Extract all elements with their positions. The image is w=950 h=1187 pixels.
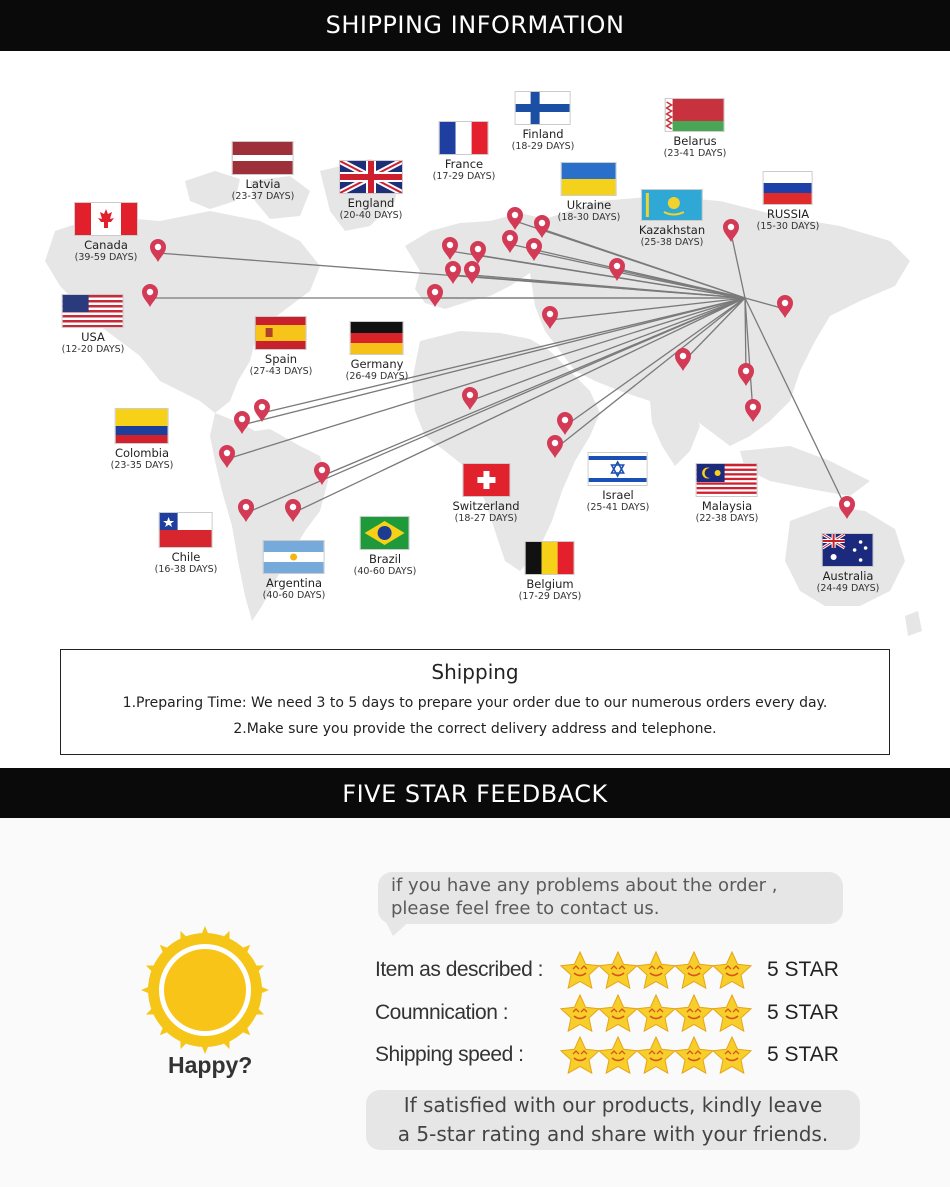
country-finland — [512, 91, 575, 153]
country-name: Brazil — [368, 552, 402, 566]
country-name: Chile — [171, 550, 201, 564]
country-ukraine — [558, 162, 621, 224]
star-icon — [599, 1037, 637, 1073]
star-icon — [675, 995, 713, 1031]
shipping-info-header: SHIPPING INFORMATION — [0, 0, 950, 51]
shipping-notice-title: Shipping — [431, 660, 519, 684]
speech-bubble-tail — [385, 920, 411, 936]
country-name: Switzerland — [452, 499, 520, 513]
country-days: (17-29 DAYS) — [518, 591, 582, 602]
star-rating — [560, 1035, 755, 1077]
belarus-flag-icon — [665, 98, 725, 132]
star-icon — [599, 995, 637, 1031]
country-name: Latvia — [245, 177, 281, 191]
spain-flag-icon — [255, 316, 307, 350]
uk-flag-icon — [339, 160, 403, 194]
contact-line-1: if you have any problems about the order , — [391, 875, 778, 896]
country-name: Germany — [350, 357, 404, 371]
finland-flag-icon — [515, 91, 571, 125]
rating-value: 5 STAR — [767, 1001, 839, 1024]
shipping-notice-box — [60, 649, 890, 755]
shipping-world-map — [0, 51, 950, 650]
country-days: (18-30 DAYS) — [557, 212, 621, 223]
star-icon — [675, 1037, 713, 1073]
country-name: Belgium — [526, 577, 574, 591]
country-canada — [74, 202, 138, 264]
contact-speech-bubble — [378, 872, 843, 924]
country-france — [433, 121, 496, 183]
malaysia-flag-icon — [696, 463, 758, 497]
country-days: (12-20 DAYS) — [61, 344, 125, 355]
country-name: Ukraine — [566, 198, 612, 212]
country-usa — [62, 294, 125, 356]
rating-label: Shipping speed : — [375, 1043, 524, 1066]
country-england — [339, 160, 403, 222]
star-rating — [560, 993, 755, 1035]
country-name: Colombia — [114, 446, 170, 460]
country-israel — [587, 452, 650, 514]
country-days: (40-60 DAYS) — [262, 590, 326, 601]
australia-flag-icon — [822, 533, 874, 567]
colombia-flag-icon — [115, 408, 169, 444]
star-icon — [637, 995, 675, 1031]
germany-flag-icon — [350, 321, 404, 355]
country-days: (40-60 DAYS) — [353, 566, 417, 577]
country-days: (22-38 DAYS) — [695, 513, 759, 524]
country-germany — [346, 321, 409, 383]
country-days: (25-41 DAYS) — [586, 502, 650, 513]
country-name: Israel — [602, 488, 634, 502]
france-flag-icon — [439, 121, 489, 155]
country-belgium — [519, 541, 582, 603]
country-malaysia — [696, 463, 759, 525]
sun-icon — [140, 925, 270, 1055]
country-brazil — [354, 516, 417, 578]
country-name: Finland — [522, 127, 564, 141]
star-icon — [675, 952, 713, 988]
country-australia — [817, 533, 880, 595]
latvia-flag-icon — [232, 141, 294, 175]
country-days: (18-27 DAYS) — [454, 513, 518, 524]
canada-flag-icon — [74, 202, 138, 236]
shipping-notice-line-1: 1.Preparing Time: We need 3 to 5 days to prepare your order due to our numerous orders every day. — [122, 695, 828, 711]
country-name: France — [444, 157, 484, 171]
country-name: Argentina — [265, 576, 323, 590]
happy-label: Happy? — [168, 1052, 253, 1078]
country-days: (26-49 DAYS) — [345, 371, 409, 382]
country-name: Canada — [84, 238, 128, 252]
brazil-flag-icon — [360, 516, 410, 550]
country-switzerland — [452, 463, 519, 525]
country-name: RUSSIA — [766, 207, 810, 221]
country-days: (27-43 DAYS) — [249, 366, 313, 377]
contact-line-2: please feel free to contact us. — [391, 898, 660, 919]
country-days: (17-29 DAYS) — [432, 171, 496, 182]
country-name: Australia — [822, 569, 874, 583]
star-icon — [599, 952, 637, 988]
country-days: (39-59 DAYS) — [74, 252, 138, 263]
country-russia — [757, 171, 820, 233]
star-icon — [561, 995, 599, 1031]
country-spain — [250, 316, 313, 378]
shipping-notice-line-2: 2.Make sure you provide the correct delivery address and telephone. — [233, 721, 717, 737]
star-icon — [561, 952, 599, 988]
chile-flag-icon — [159, 512, 213, 548]
country-name: Spain — [264, 352, 298, 366]
star-icon — [637, 1037, 675, 1073]
five-star-feedback-header: FIVE STAR FEEDBACK — [0, 768, 950, 818]
country-days: (23-37 DAYS) — [231, 191, 295, 202]
review-request-line-2: a 5-star rating and share with your friends. — [397, 1122, 829, 1146]
country-days: (18-29 DAYS) — [511, 141, 575, 152]
country-name: Kazakhstan — [638, 223, 706, 237]
rating-value: 5 STAR — [767, 958, 839, 981]
israel-flag-icon — [588, 452, 648, 486]
country-belarus — [664, 98, 727, 160]
country-days: (23-41 DAYS) — [663, 148, 727, 159]
country-name: Malaysia — [701, 499, 753, 513]
country-name: USA — [81, 330, 105, 344]
country-days: (24-49 DAYS) — [816, 583, 880, 594]
ukraine-flag-icon — [561, 162, 617, 196]
review-request-bubble — [366, 1090, 860, 1150]
rating-label: Item as described : — [375, 958, 543, 981]
usa-flag-icon — [62, 294, 124, 328]
country-colombia — [111, 408, 174, 472]
country-days: (23-35 DAYS) — [110, 460, 174, 471]
country-days: (15-30 DAYS) — [756, 221, 820, 232]
star-icon — [561, 1037, 599, 1073]
argentina-flag-icon — [263, 540, 325, 574]
review-request-line-1: If satisfied with our products, kindly leave — [403, 1093, 823, 1117]
star-icon — [713, 952, 751, 988]
star-icon — [713, 995, 751, 1031]
rating-value: 5 STAR — [767, 1043, 839, 1066]
country-name: Belarus — [673, 134, 717, 148]
country-kazakhstan — [639, 189, 705, 249]
rating-label: Coumnication : — [375, 1001, 509, 1024]
star-icon — [713, 1037, 751, 1073]
country-name: England — [347, 196, 395, 210]
kazakhstan-flag-icon — [641, 189, 703, 221]
star-rating — [560, 950, 755, 992]
russia-flag-icon — [763, 171, 813, 205]
country-days: (20-40 DAYS) — [339, 210, 403, 221]
switzerland-flag-icon — [462, 463, 510, 497]
country-days: (16-38 DAYS) — [154, 564, 218, 575]
country-days: (25-38 DAYS) — [640, 237, 704, 248]
belgium-flag-icon — [525, 541, 575, 575]
country-chile — [155, 512, 218, 576]
star-icon — [637, 952, 675, 988]
country-latvia — [232, 141, 295, 203]
country-argentina — [263, 540, 326, 602]
